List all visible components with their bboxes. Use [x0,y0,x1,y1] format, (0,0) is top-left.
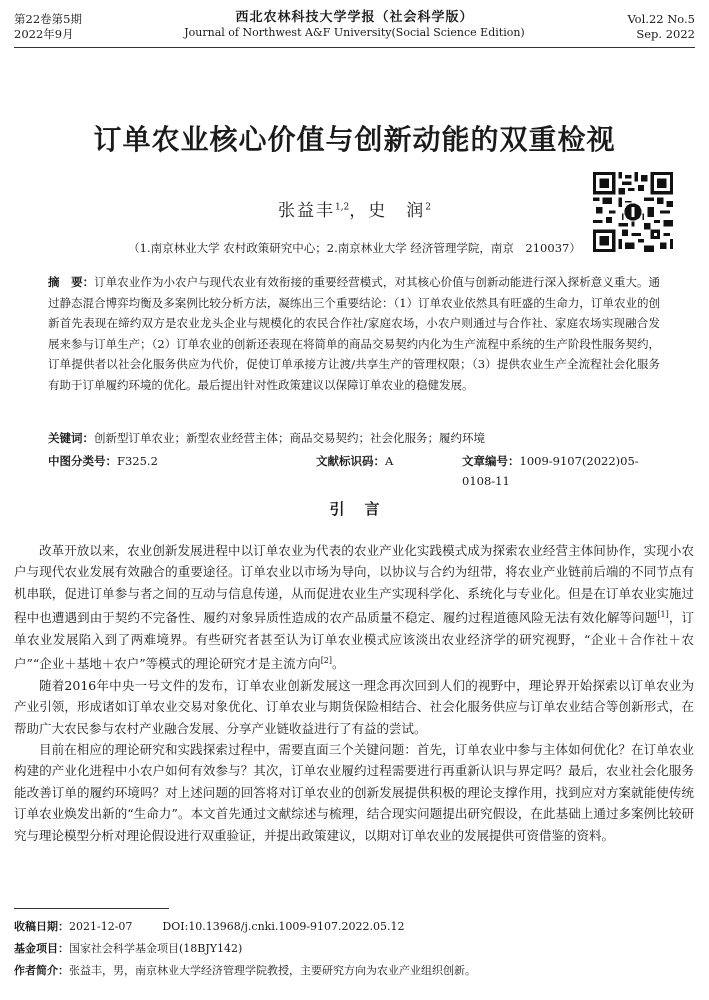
doc-label: 文献标识码： [316,454,385,468]
clc-number [48,451,158,471]
author-2-affil: 2 [425,202,432,213]
header-journal-en: Journal of Northwest A&F University(Social Science Edition) [184,26,525,39]
citation-1: [1] [657,610,669,620]
author-bio-label: 作者简介： [14,964,69,977]
header-journal-cn: 西北农林科技大学学报（社会科学版） [235,10,474,25]
keywords [48,428,660,448]
author-1-affil: 1,2 [334,202,350,213]
fund-label: 基金项目： [14,942,69,955]
keywords-text: 创新型订单农业；新型农业经营主体；商品交易契约；社会化服务；履约环境 [94,431,485,445]
paragraph-1-part-a: 改革开放以来，农业创新发展进程中以订单农业为代表的农业产业化实践模式成为探索农业经营主体间协作，实现小农户与现代农业发展有效融合的重要途径。订单农业以市场为导向，以协议与合约为纽带，将农业产业链前后端的不同节点有机串联，促进订单参与者之间的互动与信息传递，从而促进农业生产实现科学化、系统化与专业化。但是在订单农业实施过程中也遭遇到由于契约不完备性、履约对象异质性造成的农产品质量不稳定、履约过程道德风险无法有效化解等问题 [14,543,694,626]
abstract-text: 订单农业作为小农户与现代农业有效衔接的重要经营模式，对其核心价值与创新动能进行深入探析意义重大。通过静态混合博弈均衡及多案例比较分析方法，凝练出三个重要结论：（1）订单农业依然具有旺盛的生命力，订单农业的创新首先表现在缔约双方是农业龙头企业与规模化的农民合作社/家庭农场，小农户则通过与合作社、家庭农场实现融合发展来参与订单生产；（2）订单农业的创新还表现在将简单的商品交易契约内化为生产流程中系统的生产阶段性服务契约，订单提供者以社会化服务供应为代价，促使订单承接方让渡/共享生产的管理权限；（3）提供农业生产全流程社会化服务有助于订单履约环境的优化。最后提出针对性政策建议以保障订单农业的稳健发展。 [48,275,661,392]
paragraph-1-part-b: ，订单农业发展陷入到了两难境界。有些研究者甚至认为订单农业模式应该淡出农业经济学的研究视野，“企业＋合作社＋农户”“企业＋基地＋农户”等模式的理论研究才是主流方向 [14,610,694,672]
paragraph-3: 目前在相应的理论研究和实践探索过程中，需要直面三个关键问题：首先，订单农业中参与主体如何优化？在订单农业构建的产业化进程中小农户如何有效参与？其次，订单农业履约过程需要进行再重新认识与界定吗？最后，农业社会化服务能改善订单的履约环境吗？对上述问题的回答将对订单农业的创新发展提供积极的理论支撑作用，找到应对方案就能使传统订单农业焕发出新的“生命力”。本文首先通过文献综述与梳理，结合现实问题提出研究假设，在此基础上通过多案例比较研究与理论模型分析对理论假设进行双重验证，并提出政策建议，以期对订单农业的发展提供可资借鉴的资料。 [14,741,694,843]
abstract-label: 摘 要： [48,275,95,289]
article-number [462,451,660,491]
paragraph-2: 随着2016年中央一号文件的发布，订单农业创新发展这一理念再次回到人们的视野中，理论界开始探索以订单农业为产业引领，形成诸如订单农业交易对象优化、订单农业与期货保险相结合、社会化服务供应与订单农业结合等创新形式，在帮助广大农民参与农村产业融合发展、分享产业链收益进行了有益的尝试。 [14,677,694,736]
received-value: 2021-12-07 [69,920,133,933]
footnote-received [14,918,694,936]
footnote-fund [14,940,694,958]
keywords-label: 关键词： [48,431,94,445]
header-issue-cn: 第22卷第5期 [14,12,82,26]
doi-value: 10.13968/j.cnki.1009-9107.2022.05.12 [188,920,405,933]
header-rule [14,47,695,48]
doi-label: DOI: [162,920,189,933]
header-journal [0,10,709,40]
qr-code-icon [593,172,673,252]
header-date-en: Sep. 2022 [636,27,695,41]
fund-value: 国家社会科学基金项目(18BJY142) [69,942,243,955]
clc-value: F325.2 [117,454,158,468]
author-bio-value: 张益丰，男，南京林业大学经济管理学院教授，主要研究方向为农业产业组织创新。 [69,964,476,977]
header-date-cn: 2022年9月 [14,27,74,41]
received-label: 收稿日期： [14,920,69,933]
footnote-author [14,962,694,980]
paragraph-1 [14,540,694,675]
clc-label: 中图分类号： [48,454,117,468]
citation-2: [2] [320,656,333,666]
affiliation: （1.南京林业大学 农村政策研究中心；2.南京林业大学 经济管理学院，南京 210037） [128,241,581,255]
header-volume [627,12,695,42]
paper-title: 订单农业核心价值与创新动能的双重检视 [93,123,616,156]
section-heading-introduction: 引言 [329,500,400,518]
footnote-rule [14,908,169,909]
header-vol-en: Vol.22 No.5 [627,12,695,26]
document-code [316,451,393,471]
author-separator: ， [349,201,369,221]
body-text [14,540,694,846]
author-1: 张益丰 [277,201,335,221]
art-label: 文章编号： [462,454,520,468]
art-value: 1009-9107(2022)05-0108-11 [462,454,639,488]
running-header [0,0,709,46]
author-2: 史 润 [368,201,426,221]
doc-value: A [385,454,394,468]
paragraph-1-part-c: 。 [332,656,345,672]
abstract [48,272,660,395]
